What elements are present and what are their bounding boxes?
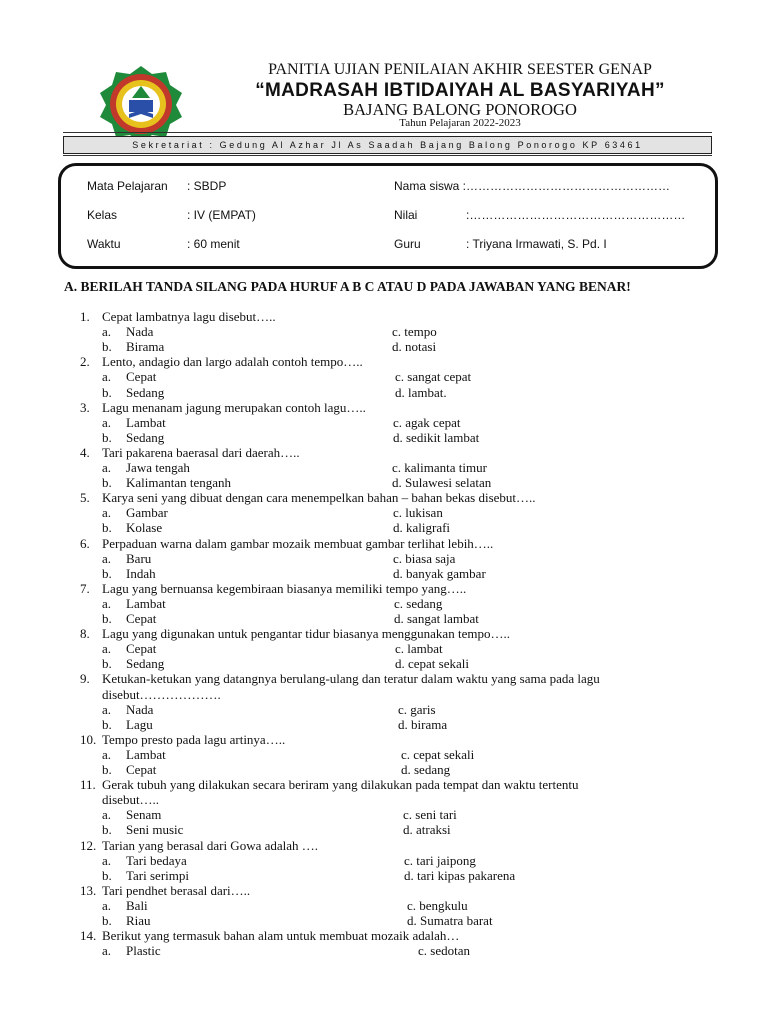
section-instruction: A. BERILAH TANDA SILANG PADA HURUF A B C ATAU D PADA JAWABAN YANG BENAR! (64, 279, 631, 294)
option-letter: b. (102, 384, 112, 400)
option-letter: a. (102, 324, 112, 340)
option-a[interactable] (102, 505, 168, 521)
option-b[interactable] (102, 762, 156, 778)
option-b[interactable] (102, 913, 151, 929)
option-text: Tari bedaya (126, 852, 187, 868)
option-text: Kolase (126, 520, 163, 536)
option-b[interactable] (102, 385, 164, 401)
teacher-label: Guru (394, 237, 421, 251)
question-number: 9. (80, 671, 90, 687)
question-text: Karya seni yang dibuat dengan cara menempelkan bahan – bahan bekas disebut….. (102, 490, 536, 506)
option-c[interactable]: c. garis (398, 701, 436, 717)
option-b[interactable] (102, 475, 231, 491)
option-b[interactable] (102, 717, 153, 733)
option-d[interactable]: d. cepat sekali (395, 656, 469, 672)
option-text: Cepat (126, 611, 157, 626)
option-b[interactable] (102, 822, 183, 838)
question-number: 14. (80, 928, 97, 944)
option-a[interactable] (102, 369, 156, 385)
option-a[interactable] (102, 702, 153, 718)
option-text: Baru (126, 550, 152, 566)
option-b[interactable] (102, 339, 164, 355)
subject-label: Mata Pelajaran (87, 179, 168, 193)
question-number: 8. (80, 626, 90, 642)
time-label: Waktu (87, 237, 121, 251)
option-d[interactable]: d. Sulawesi selatan (392, 475, 492, 491)
question-text: Lento, andagio dan largo adalah contoh tempo….. (102, 354, 363, 370)
option-c[interactable]: c. cepat sekali (401, 746, 475, 762)
question-text: Tempo presto pada lagu artinya….. (102, 731, 286, 747)
option-c[interactable]: c. sangat cepat (395, 369, 472, 385)
option-text: Riau (126, 913, 151, 928)
option-c[interactable]: c. lambat (395, 641, 443, 657)
student-name-field: Nama siswa :…………………………………………… (394, 179, 671, 193)
committee-title: PANITIA UJIAN PENILAIAN AKHIR SEESTER GENAP (268, 61, 652, 78)
option-a[interactable] (102, 415, 166, 431)
question-number: 4. (80, 444, 90, 460)
option-text: Indah (126, 565, 156, 581)
option-b[interactable] (102, 430, 164, 446)
question-text: Berikut yang termasuk bahan alam untuk membuat mozaik adalah… (102, 928, 460, 944)
option-letter: b. (102, 716, 112, 732)
option-d[interactable]: d. lambat. (395, 384, 447, 400)
option-letter: a. (102, 369, 112, 385)
option-a[interactable] (102, 747, 166, 763)
option-a[interactable] (102, 641, 156, 657)
question-text: Lagu menanam jagung merupakan contoh lagu….. (102, 399, 366, 415)
option-text: Seni music (126, 822, 184, 838)
header-divider-bottom (63, 155, 712, 156)
option-letter: b. (102, 913, 112, 928)
option-c[interactable]: c. lukisan (393, 505, 443, 521)
question-text: Tarian yang berasal dari Gowa adalah …. (102, 837, 319, 853)
option-letter: a. (102, 943, 112, 959)
question-number: 10. (80, 731, 97, 747)
question-text: Ketukan-ketukan yang datangnya berulang-ulang dan teratur dalam waktu yang sama pada lagu (102, 671, 600, 687)
option-letter: b. (102, 762, 112, 777)
option-b[interactable] (102, 566, 156, 582)
option-letter: b. (102, 656, 112, 672)
option-letter: a. (102, 807, 112, 823)
option-d[interactable]: d. sedikit lambat (393, 429, 480, 445)
option-letter: a. (102, 897, 112, 913)
option-text: Sedang (126, 384, 165, 400)
option-text: Bali (126, 897, 148, 913)
option-d[interactable]: d. sedang (401, 762, 451, 777)
question-6 (80, 536, 493, 552)
secretariat-address: Sekretariat : Gedung Al Azhar Jl As Saadah Bajang Balong Ponorogo KP 63461 (63, 136, 712, 154)
option-letter: a. (102, 701, 112, 717)
question-14 (80, 928, 459, 944)
option-d[interactable]: d. Sumatra barat (407, 913, 493, 928)
option-text: Birama (126, 339, 165, 355)
question-3 (80, 400, 366, 416)
option-d[interactable]: d. banyak gambar (393, 565, 486, 581)
option-text: Lambat (126, 595, 166, 611)
class-label: Kelas (87, 208, 118, 222)
question-7 (80, 581, 466, 597)
option-text: Cepat (126, 641, 157, 657)
option-letter: a. (102, 505, 112, 521)
question-text-continued: disebut………………. (102, 686, 221, 702)
question-text: Gerak tubuh yang dilakukan secara beriram yang dilakukan pada tempat dan waktu tertentu (102, 777, 579, 793)
option-text: Gambar (126, 505, 168, 521)
question-number: 11. (80, 777, 96, 793)
option-text: Sedang (126, 656, 165, 672)
question-number: 1. (80, 309, 90, 324)
question-text: Tari pakarena baerasal dari daerah….. (102, 444, 300, 460)
option-a[interactable] (102, 898, 148, 914)
option-text: Jawa tengah (126, 460, 190, 475)
option-letter: a. (102, 550, 112, 566)
option-c[interactable]: c. tari jaipong (404, 852, 476, 868)
question-13 (80, 883, 250, 899)
question-number: 7. (80, 580, 90, 596)
option-text: Cepat (126, 762, 157, 777)
question-8 (80, 626, 510, 642)
question-number: 13. (80, 882, 97, 898)
option-letter: b. (102, 611, 112, 626)
school-name: “MADRASAH IBTIDAIYAH AL BASYARIYAH” (255, 80, 665, 101)
option-b[interactable] (102, 520, 162, 536)
option-letter: a. (102, 460, 112, 475)
header-divider (63, 132, 712, 133)
option-c[interactable]: c. tempo (392, 324, 437, 340)
option-b[interactable] (102, 656, 164, 672)
score-field: :……………………………………………… (466, 208, 686, 222)
option-b[interactable] (102, 868, 189, 884)
question-number: 2. (80, 354, 90, 370)
option-letter: b. (102, 520, 112, 536)
option-c[interactable]: c. agak cepat (393, 414, 461, 430)
option-b[interactable] (102, 611, 156, 627)
option-text: Plastic (126, 943, 161, 959)
option-a[interactable] (102, 943, 161, 959)
student-info-box (58, 163, 718, 269)
option-letter: a. (102, 852, 112, 868)
question-5 (80, 490, 536, 506)
question-12 (80, 838, 318, 854)
question-text: Cepat lambatnya lagu disebut….. (102, 309, 276, 324)
question-9 (80, 671, 600, 687)
option-text: Tari serimpi (126, 867, 189, 883)
question-text: Lagu yang bernuansa kegembiraan biasanya memiliki tempo yang….. (102, 580, 467, 596)
option-d[interactable]: d. kaligrafi (393, 520, 451, 536)
option-letter: a. (102, 641, 112, 657)
option-text: Senam (126, 807, 162, 823)
question-10 (80, 732, 285, 748)
question-2 (80, 354, 363, 370)
option-letter: b. (102, 822, 112, 838)
question-1 (80, 309, 276, 325)
score-label: Nilai (394, 208, 418, 222)
option-letter: b. (102, 565, 112, 581)
class-value: : IV (EMPAT) (187, 208, 256, 222)
option-letter: a. (102, 595, 112, 611)
academic-year: Tahun Pelajaran 2022-2023 (399, 117, 521, 129)
option-d[interactable]: d. sangat lambat (394, 611, 479, 626)
option-text: Nada (126, 324, 154, 340)
question-number: 12. (80, 837, 97, 853)
question-number: 5. (80, 490, 90, 506)
option-d[interactable]: d. birama (398, 716, 448, 732)
option-c[interactable]: c. bengkulu (407, 897, 468, 913)
option-c[interactable]: c. biasa saja (393, 550, 456, 566)
option-d[interactable]: d. atraksi (403, 822, 451, 838)
option-text: Lambat (126, 414, 166, 430)
option-a[interactable] (102, 324, 153, 340)
option-text: Kalimantan tenganh (126, 475, 232, 491)
question-text-continued: disebut….. (102, 792, 160, 808)
option-text: Nada (126, 701, 154, 717)
school-location: BAJANG BALONG PONOROGO (343, 100, 577, 119)
question-text: Tari pendhet berasal dari….. (102, 882, 251, 898)
question-4 (80, 445, 300, 461)
option-text: Cepat (126, 369, 157, 385)
option-text: Sedang (126, 429, 165, 445)
question-text: Perpaduan warna dalam gambar mozaik membuat gambar terlihat lebih….. (102, 535, 494, 551)
option-letter: b. (102, 867, 112, 883)
question-number: 3. (80, 399, 90, 415)
option-letter: b. (102, 339, 112, 355)
option-a[interactable] (102, 853, 187, 869)
option-letter: b. (102, 429, 112, 445)
option-letter: b. (102, 475, 112, 491)
option-c[interactable]: c. sedotan (418, 943, 470, 959)
option-letter: a. (102, 746, 112, 762)
subject-value: : SBDP (187, 179, 227, 193)
option-c[interactable]: c. kalimanta timur (392, 460, 487, 475)
option-c[interactable]: c. seni tari (403, 807, 457, 823)
teacher-value: : Triyana Irmawati, S. Pd. I (466, 237, 607, 251)
option-a[interactable] (102, 460, 190, 476)
option-c[interactable]: c. sedang (394, 595, 443, 611)
option-letter: a. (102, 414, 112, 430)
option-d[interactable]: d. tari kipas pakarena (404, 867, 516, 883)
question-text: Lagu yang digunakan untuk pengantar tidur biasanya menggunakan tempo….. (102, 626, 510, 642)
option-text: Lambat (126, 746, 166, 762)
option-a[interactable] (102, 596, 166, 612)
option-a[interactable] (102, 551, 151, 567)
time-value: : 60 menit (187, 237, 240, 251)
option-a[interactable] (102, 807, 161, 823)
option-text: Lagu (126, 716, 153, 732)
question-11 (80, 777, 579, 793)
question-number: 6. (80, 535, 90, 551)
option-d[interactable]: d. notasi (392, 339, 437, 355)
